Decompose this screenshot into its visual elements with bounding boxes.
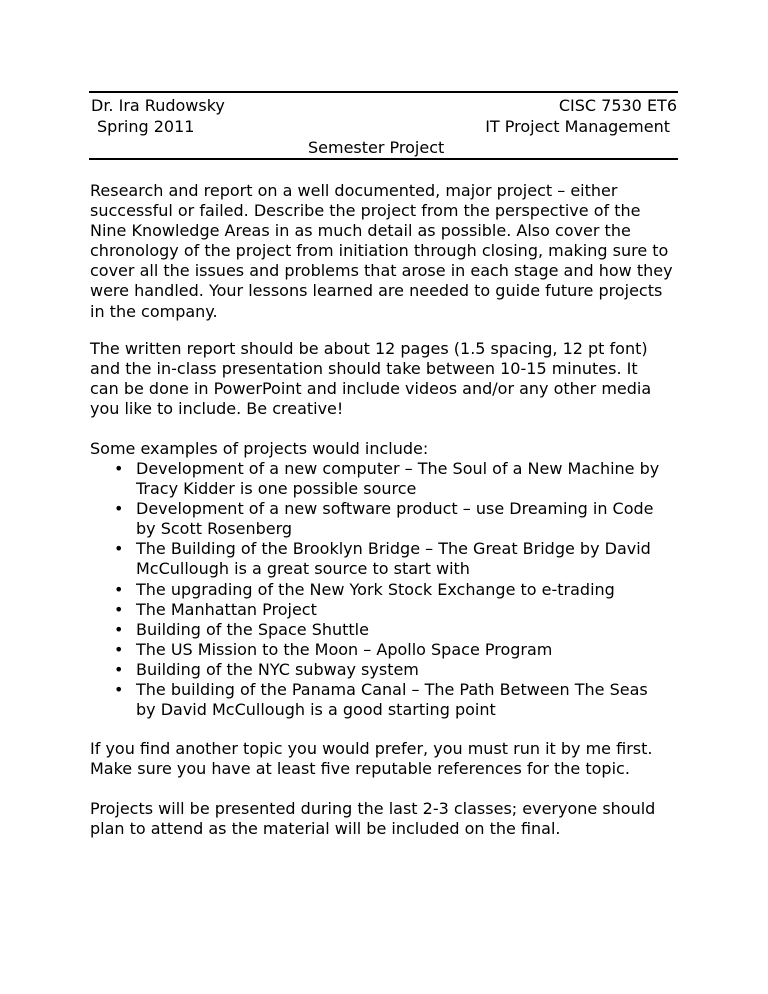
bullet-icon: • [114, 459, 124, 478]
instructor-name: Dr. Ira Rudowsky [91, 96, 225, 115]
text-line: by Scott Rosenberg [136, 519, 293, 539]
text-line: Make sure you have at least five reputable references for the topic. [90, 759, 630, 779]
text-line: by David McCullough is a good starting point [136, 700, 496, 720]
course-name: IT Project Management [485, 117, 670, 136]
text-line: Nine Knowledge Areas in as much detail as possible. Also cover the [90, 221, 631, 241]
text-line: Tracy Kidder is one possible source [136, 479, 417, 499]
list-item [90, 620, 690, 640]
text-line: can be done in PowerPoint and include videos and/or any other media [90, 379, 652, 399]
text-line: If you find another topic you would prefer, you must run it by me first. [90, 739, 653, 758]
text-line: plan to attend as the material will be included on the final. [90, 819, 561, 839]
document-title: Semester Project [308, 138, 445, 157]
text-line: successful or failed. Describe the project from the perspective of the [90, 201, 641, 221]
list-item [90, 680, 690, 720]
list-item [90, 539, 690, 579]
list-item [90, 600, 690, 620]
text-line: cover all the issues and problems that arose in each stage and how they [90, 261, 673, 281]
text-line: The Building of the Brooklyn Bridge – The Great Bridge by David [136, 539, 651, 559]
text-line: The building of the Panama Canal – The Path Between The Seas [136, 680, 648, 700]
list-item [90, 640, 690, 660]
presentation-paragraph [90, 799, 690, 839]
text-line: Building of the Space Shuttle [136, 619, 369, 639]
bullet-icon: • [114, 499, 124, 519]
text-line: Research and report on a well documented, major project – either [90, 181, 618, 200]
text-line: chronology of the project from initiation through closing, making sure to [90, 241, 669, 261]
report-paragraph [90, 339, 690, 419]
text-line: The upgrading of the New York Stock Exchange to e-trading [136, 579, 615, 599]
text-line: Development of a new computer – The Soul of a New Machine by [136, 459, 660, 478]
header-top-rule [89, 91, 678, 93]
course-code: CISC 7530 ET6 [558, 96, 677, 115]
text-line: Some examples of projects would include: [90, 439, 429, 458]
bullet-icon: • [114, 619, 124, 639]
examples-list [90, 459, 690, 720]
text-line: The US Mission to the Moon – Apollo Space Program [136, 639, 553, 659]
examples-intro [90, 439, 690, 459]
text-line: The written report should be about 12 pages (1.5 spacing, 12 pt font) [90, 339, 648, 358]
text-line: Projects will be presented during the last 2-3 classes; everyone should [90, 799, 656, 818]
text-line: McCullough is a great source to start with [136, 559, 470, 579]
text-line: you like to include. Be creative! [90, 399, 344, 419]
bullet-icon: • [114, 659, 124, 679]
text-line: Development of a new software product – use Dreaming in Code [136, 499, 654, 519]
bullet-icon: • [114, 680, 124, 700]
text-line: in the company. [90, 301, 218, 321]
list-item [90, 580, 690, 600]
bullet-icon: • [114, 539, 124, 559]
term: Spring 2011 [97, 117, 195, 136]
list-item [90, 459, 690, 499]
list-item [90, 499, 690, 539]
text-line: Building of the NYC subway system [136, 659, 419, 679]
bullet-icon: • [114, 599, 124, 619]
list-item [90, 660, 690, 680]
bullet-icon: • [114, 639, 124, 659]
header-bottom-rule [89, 158, 678, 160]
text-line: were handled. Your lessons learned are needed to guide future projects [90, 281, 663, 301]
text-line: The Manhattan Project [136, 599, 317, 619]
text-line: and the in-class presentation should take between 10-15 minutes. It [90, 359, 638, 379]
intro-paragraph [90, 181, 690, 322]
other-topic-paragraph [90, 739, 690, 779]
bullet-icon: • [114, 579, 124, 599]
